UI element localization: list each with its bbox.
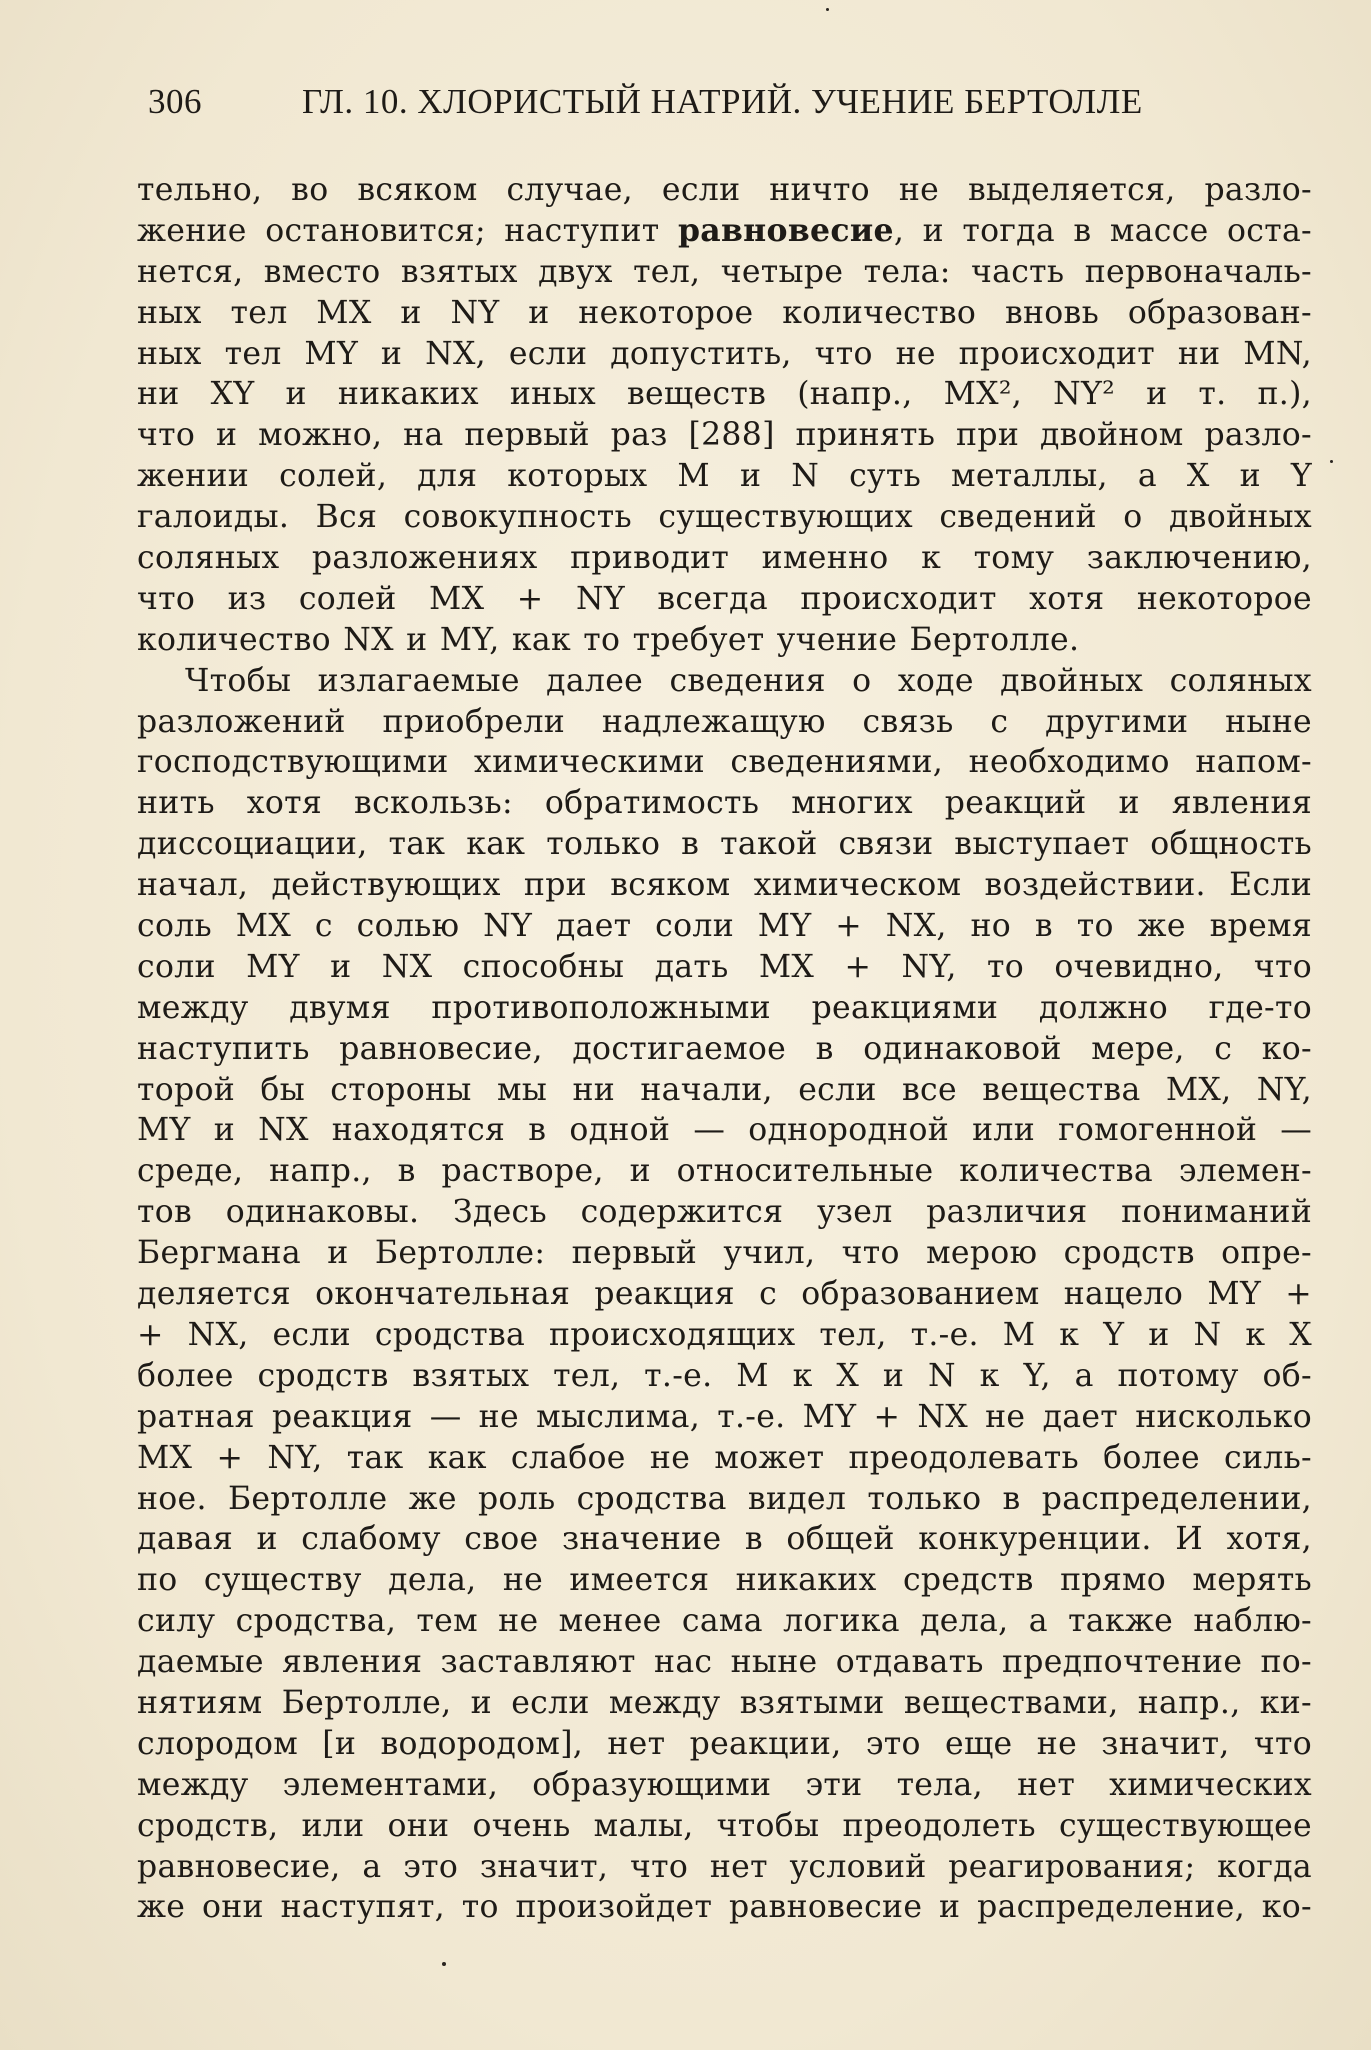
ink-speck — [442, 1962, 446, 1966]
text-line: ни XY и никаких иных веществ (напр., MX², NY² и т. п.), — [137, 376, 1312, 413]
text-line: что и можно, на первый раз [288] принять при двойном разло- — [137, 417, 1312, 454]
text-line: нятиям Бертолле, и если между взятыми веществами, напр., ки- — [137, 1684, 1312, 1721]
text-line: тов одинаковы. Здесь содержится узел различия пониманий — [137, 1194, 1312, 1231]
text-line: жении солей, для которых M и N суть металлы, а X и Y — [137, 458, 1312, 495]
emphasized-term: равновесие — [677, 211, 894, 249]
text-line: ное. Бертолле же роль сродства видел только в распределении, — [137, 1480, 1312, 1517]
text-line: разложений приобрели надлежащую связь с другими ныне — [137, 703, 1312, 740]
page-header — [148, 82, 1168, 132]
text-line: ных тел MX и NY и некоторое количество вновь образован- — [137, 294, 1312, 331]
text-line: + NX, если сродства происходящих тел, т.-е. M к Y и N к X — [137, 1316, 1312, 1353]
text-line: среде, напр., в растворе, и относительные количества элемен- — [137, 1153, 1312, 1190]
text-line: даемые явления заставляют нас ныне отдавать предпочтение по- — [137, 1644, 1312, 1681]
ink-speck — [826, 8, 829, 11]
text-line: силу сродства, тем не менее сама логика дела, а также наблю- — [137, 1603, 1312, 1640]
ink-speck — [1330, 460, 1333, 463]
text-line: равновесие, а это значит, что нет условий реагирования; когда — [137, 1848, 1312, 1885]
text-line: Чтобы излагаемые далее сведения о ходе двойных соляных — [185, 662, 1312, 699]
text-line: Бергмана и Бертолле: первый учил, что мерою сродств опре- — [137, 1235, 1312, 1272]
text-line: торой бы стороны мы ни начали, если все вещества MX, NY, — [137, 1071, 1312, 1108]
text-line: деляется окончательная реакция с образованием нацело MY + — [137, 1276, 1312, 1313]
text-line: MY и NX находятся в одной — однородной или гомогенной — — [137, 1112, 1312, 1149]
text-line: между элементами, образующими эти тела, нет химических — [137, 1766, 1312, 1803]
text-line: MX + NY, так как слабое не может преодолевать более силь- — [137, 1439, 1312, 1476]
text-line: сродств, или они очень малы, чтобы преодолеть существующее — [137, 1807, 1312, 1844]
text-line: давая и слабому свое значение в общей конкуренции. И хотя, — [137, 1521, 1312, 1558]
text-line: же они наступят, то произойдет равновесие и распределение, ко- — [137, 1889, 1312, 1926]
body-text — [137, 170, 1312, 1928]
running-head: ГЛ. 10. ХЛОРИСТЫЙ НАТРИЙ. УЧЕНИЕ БЕРТОЛЛЕ — [302, 82, 1143, 121]
text-line: господствующими химическими сведениями, необходимо напом- — [137, 744, 1312, 781]
text-line: галоиды. Вся совокупность существующих сведений о двойных — [137, 499, 1312, 536]
text-line: нется, вместо взятых двух тел, четыре тела: часть первоначаль- — [137, 253, 1312, 290]
text-line: ратная реакция — не мыслима, т.-е. MY + NX не дает нисколько — [137, 1398, 1312, 1435]
text-line: соль MX с солью NY дает соли MY + NX, но в то же время — [137, 908, 1312, 945]
text-line: по существу дела, не имеется никаких средств прямо мерять — [137, 1562, 1312, 1599]
text-line: более сродств взятых тел, т.-е. M к X и N к Y, а потому об- — [137, 1357, 1312, 1394]
text-line: наступить равновесие, достигаемое в одинаковой мере, с ко- — [137, 1030, 1312, 1067]
text-line: что из солей MX + NY всегда происходит хотя некоторое — [137, 580, 1312, 617]
text-line: тельно, во всяком случае, если ничто не выделяется, разло- — [137, 172, 1312, 208]
text-line: диссоциации, так как только в такой связи выступает общность — [137, 826, 1312, 863]
text-line: соли MY и NX способны дать MX + NY, то очевидно, что — [137, 948, 1312, 985]
text-line: количество NX и MY, как то требует учение Бертолле. — [137, 621, 1080, 658]
text-line: начал, действующих при всяком химическом воздействии. Если — [137, 867, 1312, 904]
text-line: жение остановится; наступит равновесие, и тогда в массе оста- — [137, 211, 1312, 249]
text-line: ных тел MY и NX, если допустить, что не происходит ни MN, — [137, 335, 1312, 372]
text-line: нить хотя вскользь: обратимость многих реакций и явления — [137, 785, 1312, 822]
page-number: 306 — [148, 82, 202, 121]
text-line: слородом [и водородом], нет реакции, это еще не значит, что — [137, 1725, 1312, 1762]
text-line: между двумя противоположными реакциями должно где-то — [137, 989, 1312, 1026]
text-line: соляных разложениях приводит именно к тому заключению, — [137, 540, 1312, 577]
